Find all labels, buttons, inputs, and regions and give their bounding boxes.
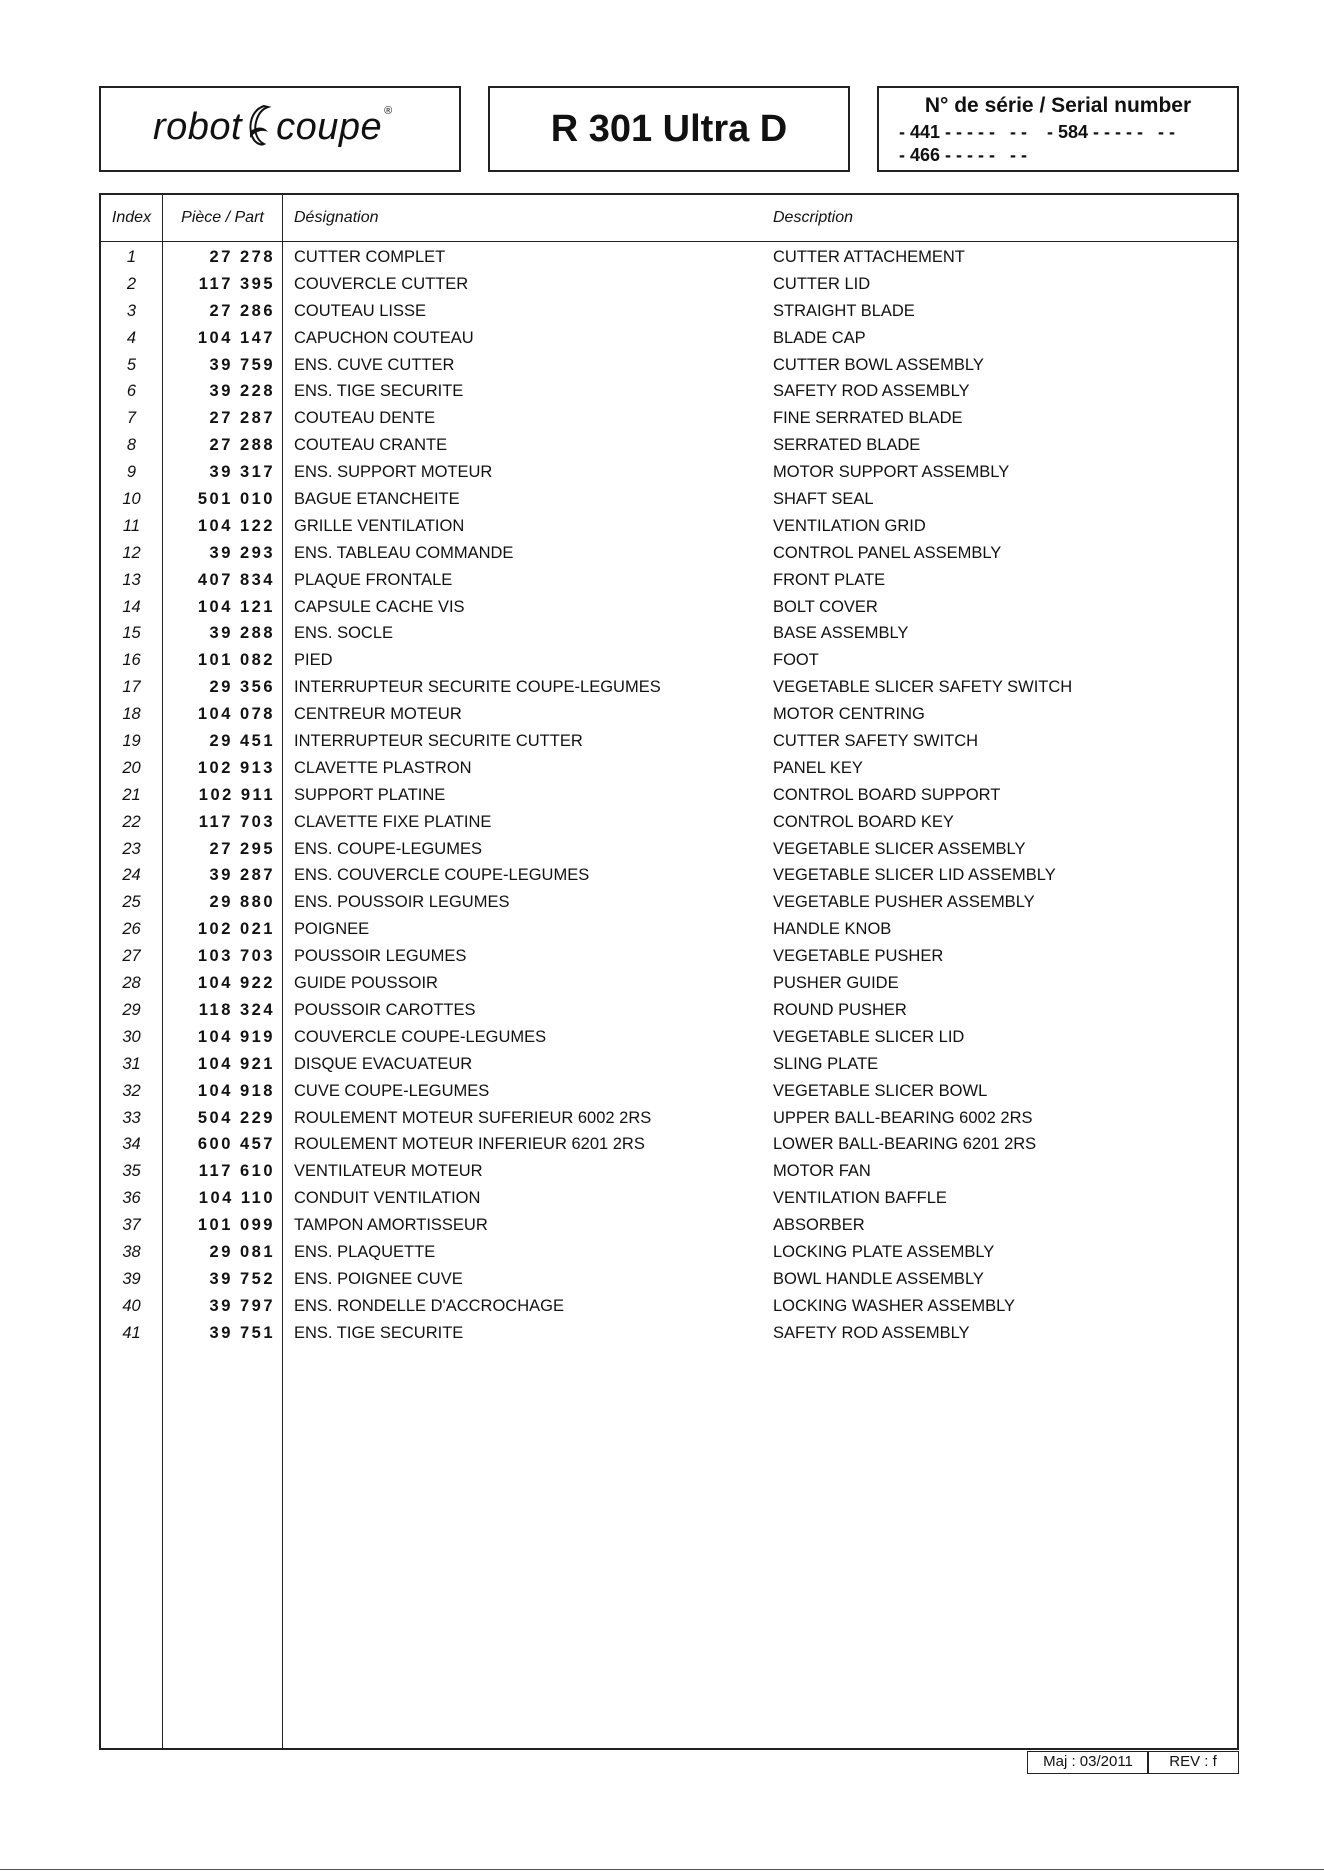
table-row bbox=[101, 1078, 1237, 1105]
row-description: VEGETABLE SLICER BOWL bbox=[773, 1081, 988, 1100]
row-part-number: 407 834 bbox=[197, 570, 275, 589]
row-description: PANEL KEY bbox=[773, 758, 863, 777]
row-index: 9 bbox=[126, 463, 137, 482]
table-row bbox=[101, 405, 1237, 432]
row-part-number: 27 295 bbox=[209, 839, 275, 858]
row-description: CUTTER ATTACHEMENT bbox=[773, 248, 965, 266]
table-row bbox=[101, 594, 1237, 621]
row-part-number: 501 010 bbox=[197, 490, 275, 509]
row-designation: CUTTER COMPLET bbox=[294, 248, 446, 266]
row-description: CUTTER BOWL ASSEMBLY bbox=[773, 355, 984, 374]
row-part-number: 102 911 bbox=[198, 785, 275, 804]
row-part-number: 39 317 bbox=[209, 463, 275, 482]
logo-text-left: robot bbox=[153, 105, 243, 148]
table-row bbox=[101, 352, 1237, 379]
row-part-number: 104 921 bbox=[197, 1054, 275, 1073]
table-row bbox=[101, 1051, 1237, 1078]
row-description: UPPER BALL-BEARING 6002 2RS bbox=[773, 1108, 1033, 1127]
row-index: 40 bbox=[122, 1296, 141, 1315]
table-row bbox=[101, 889, 1237, 916]
table-row bbox=[101, 513, 1237, 540]
row-description: FOOT bbox=[773, 651, 819, 670]
row-designation: ENS. SUPPORT MOTEUR bbox=[294, 463, 493, 482]
row-designation: CLAVETTE PLASTRON bbox=[294, 758, 472, 777]
row-description: VEGETABLE PUSHER ASSEMBLY bbox=[773, 893, 1035, 912]
table-row bbox=[101, 459, 1237, 486]
row-description: LOCKING PLATE ASSEMBLY bbox=[773, 1242, 995, 1261]
row-part-number: 29 880 bbox=[209, 893, 275, 912]
row-description: VEGETABLE PUSHER bbox=[773, 947, 944, 966]
row-designation: ENS. POUSSOIR LEGUMES bbox=[294, 893, 510, 912]
row-part-number: 118 324 bbox=[198, 1000, 275, 1019]
row-part-number: 29 081 bbox=[209, 1242, 275, 1261]
row-designation: COUVERCLE CUTTER bbox=[294, 274, 469, 293]
robot-coupe-logo bbox=[153, 102, 393, 152]
row-designation: CAPSULE CACHE VIS bbox=[294, 597, 465, 616]
table-row bbox=[101, 540, 1237, 567]
row-description: CONTROL PANEL ASSEMBLY bbox=[773, 543, 1002, 562]
table-row bbox=[101, 1266, 1237, 1293]
row-part-number: 103 703 bbox=[197, 947, 275, 966]
table-row bbox=[101, 916, 1237, 943]
table-row bbox=[101, 620, 1237, 647]
row-index: 15 bbox=[122, 624, 141, 643]
row-designation: ENS. TIGE SECURITE bbox=[294, 1323, 464, 1342]
logo-registered-mark: ® bbox=[384, 105, 393, 117]
row-designation: BAGUE ETANCHEITE bbox=[294, 490, 460, 509]
table-row bbox=[101, 1131, 1237, 1158]
row-description: SLING PLATE bbox=[773, 1054, 879, 1073]
row-part-number: 39 752 bbox=[209, 1269, 275, 1288]
row-description: LOWER BALL-BEARING 6201 2RS bbox=[773, 1135, 1037, 1154]
row-description: VEGETABLE SLICER LID ASSEMBLY bbox=[773, 866, 1056, 885]
table-row bbox=[101, 862, 1237, 889]
table-row bbox=[101, 298, 1237, 325]
table-row bbox=[101, 755, 1237, 782]
row-part-number: 117 703 bbox=[198, 812, 275, 831]
row-designation: COUTEAU CRANTE bbox=[294, 436, 448, 455]
row-index: 14 bbox=[122, 597, 141, 616]
row-index: 34 bbox=[122, 1135, 141, 1154]
row-description: HANDLE KNOB bbox=[773, 920, 892, 939]
row-part-number: 104 919 bbox=[197, 1027, 275, 1046]
header-index: Index bbox=[111, 209, 152, 226]
table-row bbox=[101, 567, 1237, 594]
table-row bbox=[101, 1185, 1237, 1212]
row-designation: COUTEAU LISSE bbox=[294, 301, 427, 320]
table-row bbox=[101, 1293, 1237, 1320]
row-index: 33 bbox=[122, 1108, 141, 1127]
row-part-number: 27 278 bbox=[209, 248, 275, 266]
serial-title: N° de série / Serial number bbox=[924, 94, 1192, 117]
row-part-number: 39 797 bbox=[209, 1296, 275, 1315]
table-row bbox=[101, 1158, 1237, 1185]
row-index: 25 bbox=[122, 893, 141, 912]
row-description: BOWL HANDLE ASSEMBLY bbox=[773, 1269, 984, 1288]
row-description: STRAIGHT BLADE bbox=[773, 301, 915, 320]
row-description: FINE SERRATED BLADE bbox=[773, 409, 963, 428]
row-description: BOLT COVER bbox=[773, 597, 878, 616]
table-row bbox=[101, 432, 1237, 459]
row-designation: POUSSOIR CAROTTES bbox=[294, 1000, 476, 1019]
row-designation: CUVE COUPE-LEGUMES bbox=[294, 1081, 490, 1100]
table-row bbox=[101, 378, 1237, 405]
row-designation: ENS. PLAQUETTE bbox=[294, 1242, 436, 1261]
header-part: Pièce / Part bbox=[181, 209, 264, 226]
row-designation: PIED bbox=[294, 651, 333, 670]
header-designation: Désignation bbox=[294, 209, 379, 226]
serial-line-1: - 441 - - - - - - - - 584 - - - - - - - bbox=[899, 122, 1175, 142]
row-part-number: 504 229 bbox=[197, 1108, 275, 1127]
row-index: 26 bbox=[122, 920, 141, 939]
table-row bbox=[101, 1212, 1237, 1239]
table-row bbox=[101, 1105, 1237, 1132]
row-description: VENTILATION BAFFLE bbox=[773, 1189, 947, 1208]
row-part-number: 39 751 bbox=[209, 1323, 275, 1342]
row-designation: INTERRUPTEUR SECURITE COUPE-LEGUMES bbox=[294, 678, 661, 697]
serial-box bbox=[877, 86, 1239, 172]
row-designation: TAMPON AMORTISSEUR bbox=[294, 1216, 488, 1235]
row-part-number: 39 293 bbox=[209, 543, 275, 562]
row-index: 36 bbox=[122, 1189, 141, 1208]
row-index: 8 bbox=[126, 436, 137, 455]
row-designation: SUPPORT PLATINE bbox=[294, 785, 446, 804]
parts-table bbox=[99, 193, 1239, 1750]
table-row bbox=[101, 325, 1237, 352]
row-index: 37 bbox=[122, 1216, 141, 1235]
row-index: 38 bbox=[122, 1242, 141, 1261]
page-bottom-rule bbox=[0, 1869, 1324, 1870]
table-row bbox=[101, 782, 1237, 809]
row-designation: CLAVETTE FIXE PLATINE bbox=[294, 812, 492, 831]
row-part-number: 39 288 bbox=[209, 624, 275, 643]
row-description: ROUND PUSHER bbox=[773, 1000, 907, 1019]
row-index: 21 bbox=[122, 785, 141, 804]
row-index: 1 bbox=[126, 248, 137, 266]
row-designation: CAPUCHON COUTEAU bbox=[294, 328, 474, 347]
row-designation: ENS. COUPE-LEGUMES bbox=[294, 839, 482, 858]
model-name: R 301 Ultra D bbox=[550, 107, 788, 150]
row-designation: GRILLE VENTILATION bbox=[294, 516, 465, 535]
row-description: ABSORBER bbox=[773, 1216, 865, 1235]
row-index: 16 bbox=[122, 651, 141, 670]
row-designation: ENS. CUVE CUTTER bbox=[294, 355, 455, 374]
row-designation: POUSSOIR LEGUMES bbox=[294, 947, 467, 966]
row-part-number: 104 147 bbox=[197, 328, 275, 347]
row-description: BLADE CAP bbox=[773, 328, 866, 347]
row-index: 11 bbox=[122, 516, 141, 535]
row-description: PUSHER GUIDE bbox=[773, 974, 899, 993]
table-row bbox=[101, 486, 1237, 513]
row-part-number: 104 918 bbox=[197, 1081, 275, 1100]
table-row bbox=[101, 1320, 1237, 1347]
row-part-number: 102 913 bbox=[197, 758, 275, 777]
row-index: 20 bbox=[122, 758, 141, 777]
row-designation: ROULEMENT MOTEUR INFERIEUR 6201 2RS bbox=[294, 1135, 645, 1154]
row-designation: INTERRUPTEUR SECURITE CUTTER bbox=[294, 732, 583, 751]
row-part-number: 104 122 bbox=[197, 516, 275, 535]
row-description: MOTOR SUPPORT ASSEMBLY bbox=[773, 463, 1010, 482]
row-description: SAFETY ROD ASSEMBLY bbox=[773, 382, 970, 401]
row-designation: ENS. RONDELLE D'ACCROCHAGE bbox=[294, 1296, 564, 1315]
logo-box bbox=[99, 86, 461, 172]
row-part-number: 104 110 bbox=[198, 1189, 275, 1208]
table-row bbox=[101, 809, 1237, 836]
row-index: 23 bbox=[122, 839, 141, 858]
table-row bbox=[101, 1024, 1237, 1051]
row-description: VENTILATION GRID bbox=[773, 516, 926, 535]
row-index: 2 bbox=[126, 274, 137, 293]
row-description: SERRATED BLADE bbox=[773, 436, 921, 455]
row-part-number: 27 287 bbox=[209, 409, 275, 428]
header-divider bbox=[101, 241, 1237, 242]
table-row bbox=[101, 728, 1237, 755]
row-index: 30 bbox=[122, 1027, 141, 1046]
row-part-number: 101 099 bbox=[197, 1216, 275, 1235]
row-description: LOCKING WASHER ASSEMBLY bbox=[773, 1296, 1016, 1315]
row-part-number: 101 082 bbox=[197, 651, 275, 670]
row-index: 18 bbox=[122, 705, 141, 724]
row-description: BASE ASSEMBLY bbox=[773, 624, 909, 643]
row-part-number: 29 356 bbox=[209, 678, 275, 697]
logo-text-right: coupe bbox=[276, 105, 383, 148]
row-part-number: 39 228 bbox=[209, 382, 275, 401]
row-description: VEGETABLE SLICER LID bbox=[773, 1027, 965, 1046]
row-index: 7 bbox=[126, 409, 137, 428]
row-designation: CONDUIT VENTILATION bbox=[294, 1189, 481, 1208]
row-part-number: 104 922 bbox=[197, 974, 275, 993]
update-date: Maj : 03/2011 bbox=[1027, 1751, 1149, 1774]
table-row bbox=[101, 701, 1237, 728]
table-body bbox=[101, 244, 1237, 1347]
row-part-number: 27 288 bbox=[209, 436, 275, 455]
row-index: 29 bbox=[122, 1000, 141, 1019]
row-part-number: 104 121 bbox=[197, 597, 275, 616]
table-row bbox=[101, 647, 1237, 674]
row-index: 35 bbox=[122, 1162, 141, 1181]
logo-swirl-icon bbox=[242, 102, 276, 152]
row-index: 31 bbox=[122, 1054, 141, 1073]
row-part-number: 600 457 bbox=[197, 1135, 275, 1154]
table-row bbox=[101, 836, 1237, 863]
row-designation: ENS. TIGE SECURITE bbox=[294, 382, 464, 401]
row-index: 10 bbox=[122, 490, 141, 509]
serial-line-2: - 466 - - - - - - - bbox=[899, 145, 1027, 165]
row-index: 13 bbox=[122, 570, 141, 589]
row-description: MOTOR CENTRING bbox=[773, 705, 925, 724]
row-description: CONTROL BOARD KEY bbox=[773, 812, 954, 831]
table-row bbox=[101, 997, 1237, 1024]
row-part-number: 102 021 bbox=[197, 920, 275, 939]
row-designation: ENS. COUVERCLE COUPE-LEGUMES bbox=[294, 866, 590, 885]
row-index: 12 bbox=[122, 543, 141, 562]
row-index: 6 bbox=[126, 382, 137, 401]
row-description: CONTROL BOARD SUPPORT bbox=[773, 785, 1001, 804]
row-designation: DISQUE EVACUATEUR bbox=[294, 1054, 473, 1073]
row-part-number: 39 287 bbox=[209, 866, 275, 885]
row-index: 22 bbox=[122, 812, 141, 831]
row-index: 17 bbox=[122, 678, 141, 697]
row-description: CUTTER SAFETY SWITCH bbox=[773, 732, 979, 751]
revision: REV : f bbox=[1147, 1751, 1239, 1774]
row-part-number: 27 286 bbox=[209, 301, 275, 320]
row-index: 39 bbox=[122, 1269, 141, 1288]
row-designation: GUIDE POUSSOIR bbox=[294, 974, 438, 993]
row-designation: VENTILATEUR MOTEUR bbox=[294, 1162, 483, 1181]
row-designation: PLAQUE FRONTALE bbox=[294, 570, 453, 589]
header-description: Description bbox=[773, 209, 854, 226]
row-index: 5 bbox=[126, 355, 137, 374]
row-part-number: 104 078 bbox=[197, 705, 275, 724]
row-index: 41 bbox=[122, 1323, 141, 1342]
row-designation: ENS. TABLEAU COMMANDE bbox=[294, 543, 514, 562]
table-row bbox=[101, 674, 1237, 701]
row-part-number: 39 759 bbox=[209, 355, 275, 374]
row-designation: ENS. SOCLE bbox=[294, 624, 394, 643]
row-designation: COUTEAU DENTE bbox=[294, 409, 436, 428]
row-designation: COUVERCLE COUPE-LEGUMES bbox=[294, 1027, 547, 1046]
row-index: 32 bbox=[122, 1081, 141, 1100]
row-part-number: 29 451 bbox=[209, 732, 275, 751]
row-index: 3 bbox=[126, 301, 137, 320]
row-index: 19 bbox=[122, 732, 141, 751]
table-row bbox=[101, 244, 1237, 271]
row-description: VEGETABLE SLICER ASSEMBLY bbox=[773, 839, 1026, 858]
row-part-number: 117 610 bbox=[198, 1162, 275, 1181]
model-box bbox=[488, 86, 850, 172]
row-part-number: 117 395 bbox=[198, 274, 275, 293]
table-row bbox=[101, 1239, 1237, 1266]
row-index: 28 bbox=[122, 974, 141, 993]
row-index: 24 bbox=[122, 866, 141, 885]
row-designation: CENTREUR MOTEUR bbox=[294, 705, 462, 724]
row-designation: POIGNEE bbox=[294, 920, 370, 939]
row-description: SHAFT SEAL bbox=[773, 490, 874, 509]
row-description: FRONT PLATE bbox=[773, 570, 886, 589]
table-row bbox=[101, 970, 1237, 997]
row-designation: ENS. POIGNEE CUVE bbox=[294, 1269, 463, 1288]
row-description: MOTOR FAN bbox=[773, 1162, 871, 1181]
row-index: 4 bbox=[126, 328, 137, 347]
row-designation: ROULEMENT MOTEUR SUFERIEUR 6002 2RS bbox=[294, 1108, 652, 1127]
row-description: SAFETY ROD ASSEMBLY bbox=[773, 1323, 970, 1342]
row-description: CUTTER LID bbox=[773, 274, 871, 293]
table-row bbox=[101, 271, 1237, 298]
table-row bbox=[101, 943, 1237, 970]
row-description: VEGETABLE SLICER SAFETY SWITCH bbox=[773, 678, 1073, 697]
row-index: 27 bbox=[122, 947, 141, 966]
